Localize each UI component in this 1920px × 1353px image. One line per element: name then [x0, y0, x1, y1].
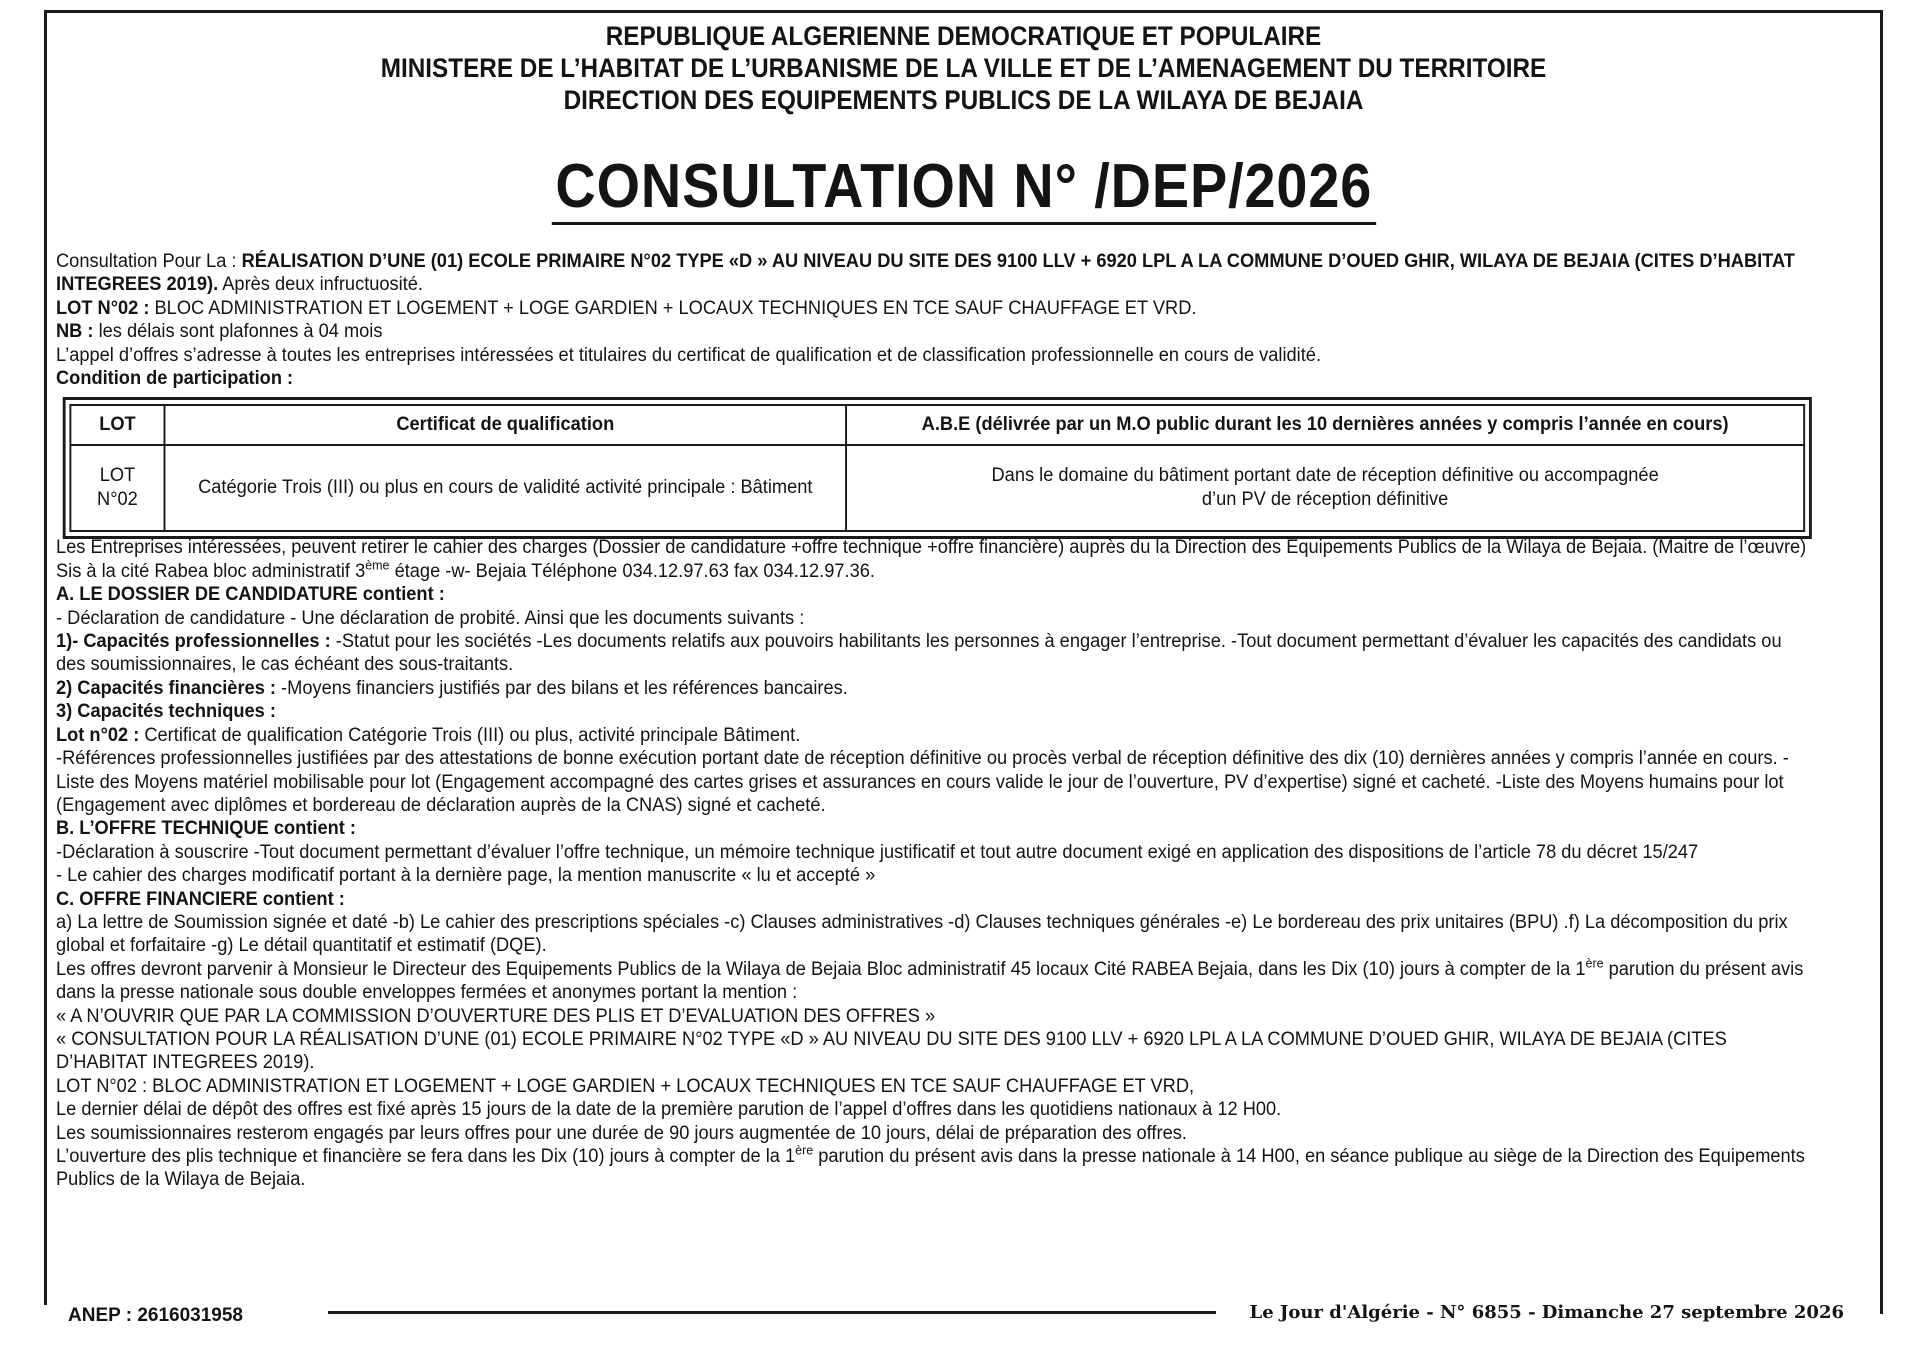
delai-line: Le dernier délai de dépôt des offres est fixé après 15 jours de la date de la première parution de l’appel d’offres dans les quotidiens nationaux à 12 H00. [56, 1099, 1282, 1121]
section-b-text1: -Déclaration à souscrire -Tout document permettant d’évaluer l’offre technique, un mémoire technique justificatif et tout autre document exigé en application des dispositions de l’article 78 du décret 15/247 [56, 841, 1699, 863]
nb-text: les délais sont plafonnes à 04 mois [93, 321, 383, 343]
references-paragraph: -Références professionnelles justifiées par des attestations de bonne exécution portant date de réception définitive ou procès verbal de réception définitive des dix (10) dernières années y compris l’année en cours. - Liste des Moyens matériel mobilisable pour lot (Engagement accompagné des cartes grises et assurances en cours valide le jour de l’ouverture, PV d’expertise) signé et cacheté. -Liste des Moyens humains pour lot (Engagement avec diplômes et bordereau de déclaration auprès de la CNAS) signé et cacheté. [56, 748, 1789, 816]
nb-line [56, 320, 1809, 343]
ouverture-text1: L’ouverture des plis technique et financière se fera dans les Dix (10) jours à compter de la 1 [56, 1146, 796, 1167]
cap-fin-text: -Moyens financiers justifiés par des bilans et les références bancaires. [275, 677, 848, 699]
condition-heading: Condition de participation : [56, 368, 294, 390]
participation-table [69, 404, 1805, 532]
capacites-professionnelles [56, 630, 1809, 677]
depot-text1: Les offres devront parvenir à Monsieur le Directeur des Equipements Publics de la Wilaya de Bejaia Bloc administratif 45 locaux Cité RABEA Bejaia, dans les Dix (10) jours à compter de la 1 [56, 958, 1586, 980]
ouverture-paragraph [56, 1142, 1809, 1192]
table-row [70, 445, 1804, 531]
section-c-title: C. OFFRE FINANCIERE contient : [56, 888, 345, 910]
capacites-techniques-heading: 3) Capacités techniques : [56, 701, 276, 723]
engagement-line: Les soumissionnaires resterom engagés par leurs offres pour une durée de 90 jours augmentée de 10 jours, délai de préparation des offres. [56, 1122, 1187, 1144]
mention-line1: « A N’OUVRIR QUE PAR LA COMMISSION D’OUVERTURE DES PLIS ET D’EVALUATION DES OFFRES » [56, 1005, 936, 1027]
section-a-title: A. LE DOSSIER DE CANDIDATURE contient : [56, 584, 445, 606]
header-ministry: MINISTERE DE L’HABITAT DE L’URBANISME DE LA VILLE ET DE L’AMENAGEMENT DU TERRITOIRE [380, 53, 1547, 83]
cap-pro-text: -Statut pour les sociétés -Les documents relatifs aux pouvoirs habilitants les personnes à engager l’entreprise. -Tout document permettant d’évaluer les capacités des candidats ou des soumissionnaires, le cas échéant des sous-traitants. [56, 631, 1782, 676]
retrait-text2: étage -w- Bejaia Téléphone 034.12.97.63 fax 034.12.97.36. [389, 560, 875, 582]
closing-lot-line: LOT N°02 : BLOC ADMINISTRATION ET LOGEMENT + LOGE GARDIEN + LOCAUX TECHNIQUES EN TCE SAUF CHAUFFAGE ET VRD, [56, 1075, 1195, 1097]
section-b-text2: - Le cahier des charges modificatif portant à la dernière page, la mention manuscrite « lu et accepté » [56, 865, 876, 887]
retrait-sup: ème [365, 557, 390, 573]
retrait-paragraph [56, 536, 1809, 583]
table-header-abe: A.B.E (délivrée par un M.O public durant les 10 dernières années y compris l’année en cours) [846, 405, 1804, 445]
section-c-text: a) La lettre de Soumission signée et daté -b) Le cahier des prescriptions spéciales -c) Clauses administratives -d) Clauses techniques générales -e) Le bordereau des prix unitaires (BPU) .f) La décomposition du prix global et forfaitaire -g) Le détail quantitatif et estimatif (DQE). [56, 911, 1788, 957]
lot-line [56, 297, 1809, 320]
notice-title-wrap [44, 152, 1883, 225]
depot-sup: ère [1585, 955, 1604, 971]
cell-abe [846, 445, 1804, 531]
cell-certificat: Catégorie Trois (III) ou plus en cours de validité activité principale : Bâtiment [164, 445, 846, 531]
cap-fin-label: 2) Capacités financières : [56, 677, 276, 699]
table-header-lot: LOT [70, 405, 164, 445]
ouverture-text2: parution du présent avis dans la presse nationale à 14 H00, en séance publique au siège de la Direction des Equipements Publics de la Wilaya de Bejaia. [56, 1146, 1805, 1191]
cap-tech-lot-text: Certificat de qualification Catégorie Trois (III) ou plus, activité principale Bâtiment. [139, 724, 801, 746]
table-header-certificat: Certificat de qualification [164, 405, 846, 445]
journal-footer: Le Jour d'Algérie - N° 6855 - Dimanche 27 septembre 2026 [1216, 1302, 1880, 1324]
anep-reference: ANEP : 2616031958 [44, 1305, 328, 1327]
consultation-prefix: Consultation Pour La : [56, 251, 242, 272]
consultation-paragraph [56, 250, 1809, 297]
appel-paragraph: L’appel d’offres s’adresse à toutes les entreprises intéressées et titulaires du certificat de qualification et de classification professionnelle en cours de validité. [56, 344, 1322, 366]
issuer-header [136, 20, 1791, 116]
retrait-text1: Les Entreprises intéressées, peuvent retirer le cahier des charges (Dossier de candidature +offre technique +offre financière) auprès du la Direction des Equipements Publics de la Wilaya de Bejaia. (Maitre de l’œuvre) Sis à la cité Rabea bloc administratif 3 [56, 537, 1807, 582]
consultation-object: RÉALISATION D’UNE (01) ECOLE PRIMAIRE N°02 TYPE «D » AU NIVEAU DU SITE DES 9100 LLV + 6920 LPL A LA COMMUNE D’OUED GHIR, WILAYA DE BEJAIA (CITES D’HABITAT INTEGREES 2019). [56, 251, 1795, 296]
lot-label: LOT N°02 : [56, 297, 150, 319]
capacites-financieres [56, 677, 1809, 700]
notice-body [56, 250, 1809, 1192]
section-a-intro: - Déclaration de candidature - Une déclaration de probité. Ainsi que les documents suivants : [56, 607, 805, 629]
nb-label: NB : [56, 321, 94, 343]
ouverture-sup: ère [795, 1142, 814, 1158]
depot-paragraph [56, 955, 1809, 1005]
table-header-row [70, 405, 1804, 445]
cap-pro-label: 1)- Capacités professionnelles : [56, 631, 331, 653]
notice-title: CONSULTATION N° /DEP/2026 [551, 152, 1375, 225]
lot-text: BLOC ADMINISTRATION ET LOGEMENT + LOGE GARDIEN + LOCAUX TECHNIQUES EN TCE SAUF CHAUFFAGE ET VRD. [149, 297, 1197, 319]
mention-line2: « CONSULTATION POUR LA RÉALISATION D’UNE (01) ECOLE PRIMAIRE N°02 TYPE «D » AU NIVEAU DU SITE DES 9100 LLV + 6920 LPL A LA COMMUNE D’OUED GHIR, WILAYA DE BEJAIA (CITES D’HABITAT INTEGREES 2019). [56, 1028, 1727, 1074]
cell-lot: LOT N°02 [70, 445, 164, 531]
depot-text2: parution du présent avis dans la presse nationale sous double enveloppes fermées et anonymes portant la mention : [56, 958, 1804, 1004]
capacites-techniques-lot [56, 724, 1809, 747]
header-direction: DIRECTION DES EQUIPEMENTS PUBLICS DE LA WILAYA DE BEJAIA [563, 85, 1364, 115]
header-republic: REPUBLIQUE ALGERIENNE DEMOCRATIQUE ET POPULAIRE [605, 21, 1322, 51]
consultation-suffix: Après deux infructuosité. [218, 274, 424, 296]
cell-abe-line1: Dans le domaine du bâtiment portant date de réception définitive ou accompagnée [991, 465, 1659, 487]
section-b-title: B. L’OFFRE TECHNIQUE contient : [56, 818, 356, 840]
cell-abe-line2: d’un PV de réception définitive [1201, 489, 1449, 511]
cap-tech-lot-label: Lot n°02 : [56, 724, 140, 746]
